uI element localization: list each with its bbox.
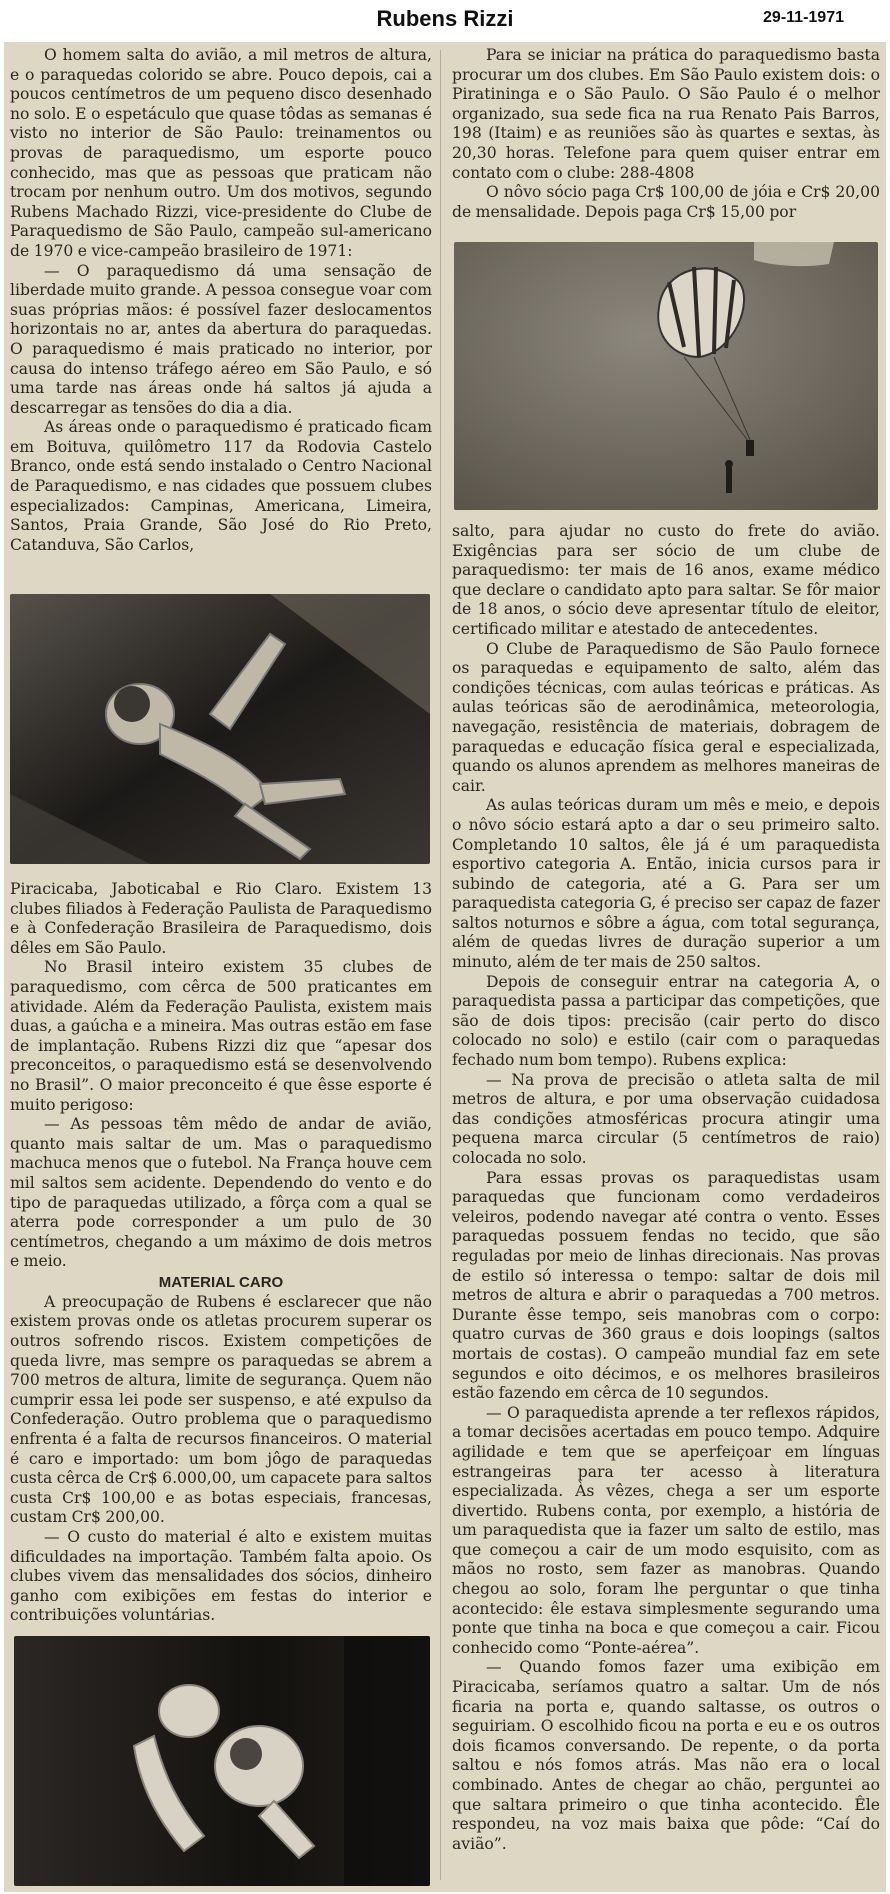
paragraph: — As pessoas têm mêdo de andar de avião, quanto mais saltar de um. Mas o paraquedismo machuca menos que o futebol. Na França houve cem mil saltos sem acidente. Dependendo do vento e do tipo de paraquedas utilizado, a fôrça com a qual se aterra pode corresponder a um pulo de 30 centímetros, chegando a um máximo de dois metros e meio. xyxy=(10,1115,432,1271)
right-column xyxy=(452,46,880,1888)
paragraph: — O paraquedismo dá uma sensação de liberdade muito grande. A pessoa consegue voar com suas próprias mãos: é possível fazer deslocamentos horizontais no ar, antes da abertura do paraquedas. O paraquedismo é mais praticado no interior, por causa do intenso tráfego aéreo em São Paulo, e só uma tarde nas áreas onde há saltos já ajuda a descarregar as tensões do dia a dia. xyxy=(10,261,432,417)
photo-freefall-skydiver xyxy=(10,594,430,864)
right-bottom-block xyxy=(452,522,880,1854)
paragraph: O Clube de Paraquedismo de São Paulo fornece os paraquedas e equipamento de salto, além das condições técnicas, com aulas teóricas e práticas. As aulas teóricas são de aerodinâmica, meteorologia, navegação, resistência de materiais, dobragem de paraquedas e educação física geral e especializada, quando os alunos aprendem as melhores maneiras de cair. xyxy=(452,639,880,795)
photo-parachutes-sky xyxy=(454,242,878,510)
paragraph: A preocupação de Rubens é esclarecer que não existem provas onde os atletas procurem superar os outros sofrendo riscos. Existem competições de queda livre, mas sempre os paraquedas se abrem a 700 metros de altura, limite de segurança. Quem não cumprir essa lei pode ser suspenso, e até expulso da Confederação. Outro problema que o paraquedismo enfrenta é a falta de recursos financeiros. O material é caro e importado: um bom jôgo de paraquedas custa cêrca de Cr$ 6.000,00, um capacete para saltos custa Cr$ 100,00 e as botas especiais, francesas, custam Cr$ 200,00. xyxy=(10,1292,432,1527)
paragraph: — Na prova de precisão o atleta salta de mil metros de altura, e por uma observação cuidadosa das condições atmosféricas procura atingir uma pequena marca circular (5 centímetros de raio) colocada no solo. xyxy=(452,1070,880,1167)
paragraph: — Quando fomos fazer uma exibição em Piracicaba, seríamos quatro a saltar. Um de nós ficaria na porta e, quando saltasse, os outros o seguiriam. O escolhido ficou na porta e eu e os outros dois ficamos conversando. De repente, o da porta saltou e nós fomos atrás. Mas não era o local combinado. Antes de chegar ao chão, perguntei ao que saltara primeiro o que tinha acontecido. Êle respondeu, na voz mais baixa que pôde: “Caí do avião”. xyxy=(452,1658,880,1853)
paragraph: As aulas teóricas duram um mês e meio, e depois o nôvo sócio estará apto a dar o seu primeiro salto. Completando 10 saltos, êle já é um paraquedista esportivo categoria A. Então, inicia cursos para ir subindo de categoria, até a G. Para ser um paraquedista categoria G, é preciso ser capaz de fazer saltos noturnos e sôbre a água, com total segurança, além de quedas livres de duração superior a um minuto, além de ter mais de 250 saltos. xyxy=(452,796,880,972)
masthead xyxy=(0,0,890,42)
paragraph: O homem salta do avião, a mil metros de altura, e o paraquedas colorido se abre. Pouco depois, cai a poucos centímetros de um pequeno disco desenhado no solo. E o espetáculo que quase tôdas as semanas é visto no interior de São Paulo: treinamentos ou provas de paraquedismo, um esporte pouco conhecido, mas que as pessoas que praticam não trocam por nenhum outro. Um dos motivos, segundo Rubens Machado Rizzi, vice-presidente do Clube de Paraquedismo de São Paulo, campeão sul-americano de 1970 e vice-campeão brasileiro de 1971: xyxy=(10,46,432,260)
left-intro-block xyxy=(10,46,432,555)
paragraph: O nôvo sócio paga Cr$ 100,00 de jóia e Cr$ 20,00 de mensalidade. Depois paga Cr$ 15,00 por xyxy=(452,183,880,221)
left-column xyxy=(10,46,432,1888)
paragraph: salto, para ajudar no custo do frete do avião. Exigências para ser sócio de um clube de paraquedismo: ter mais de 16 anos, exame médico que declare o candidato apto para saltar. Se fôr maior de 18 anos, o sócio deve apresentar título de eleitor, certificado militar e atestado de antecedentes. xyxy=(452,522,880,638)
paragraph: Para se iniciar na prática do paraquedismo basta procurar um dos clubes. Em São Paulo existem dois: o Piratininga e o São Paulo. O São Paulo é o melhor organizado, sua sede fica na rua Renato Pais Barros, 198 (Itaim) e as reuniões são às quartes e sextas, às 20,30 horas. Telefone para quem quiser entrar em contato com o clube: 288-4808 xyxy=(452,46,880,182)
paragraph: — O custo do material é alto e existem muitas dificuldades na importação. Também falta apoio. Os clubes vivem das mensalidades dos sócios, dinheiro ganho com exibições em festas do interior e contribuições voluntárias. xyxy=(10,1528,432,1625)
paragraph: — O paraquedista aprende a ter reflexos rápidos, a tomar decisões acertadas em pouco tempo. Adquire agilidade e tem que se aperfeiçoar em línguas estrangeiras para ter acesso à literatura especializada. Às vêzes, chega a ser um esporte divertido. Rubens conta, por exemplo, a história de um paraquedista que ia fazer um salto de estilo, mas que começou a cair de um modo esquisito, com as mãos no rosto, sem fazer as manobras. Quando chegou ao solo, foram lhe perguntar o que tinha acontecido: êle estava simplesmente segurando uma ponte que tinha na boca e que começou a cair. Ficou conhecido como “Ponte-aérea”. xyxy=(452,1403,880,1657)
photo-skydivers-in-plane xyxy=(14,1636,430,1886)
subheading: MATERIAL CARO xyxy=(158,1273,284,1291)
paragraph: Depois de conseguir entrar na categoria A, o paraquedista passa a participar das competições, que são de dois tipos: precisão (cair perto do disco colocado no solo) e estilo (cair com o paraquedas fechado num bom tempo). Rubens explica: xyxy=(452,972,880,1070)
column-divider xyxy=(440,50,441,1880)
left-middle-block xyxy=(10,880,432,1626)
right-top-block xyxy=(452,46,880,222)
masthead-title: Rubens Rizzi xyxy=(376,6,514,31)
paragraph: Para essas provas os paraquedistas usam paraquedas que funcionam como verdadeiros veleiros, podendo navegar até contra o vento. Esses paraquedas possuem fendas no tecido, que são reguladas por meio de linhas direcionais. Nas provas de estilo só interessa o tempo: saltar de dois mil metros de altura e abrir o paraquedas a 700 metros. Durante êsse tempo, seis manobras com o corpo: quatro curvas de 360 graus e dois loopings (saltos mortais de costas). O campeão mundial faz em sete segundos e oito décimos, e os melhores brasileiros estão fazendo em cêrca de 10 segundos. xyxy=(452,1168,880,1403)
masthead-date: 29-11-1971 xyxy=(763,9,844,26)
paragraph: No Brasil inteiro existem 35 clubes de paraquedismo, com cêrca de 500 praticantes em atividade. Além da Federação Paulista, existem mais duas, a gaúcha e a mineira. Mas outras estão em fase de implantação. Rubens Rizzi diz que “apesar dos preconceitos, o paraquedismo está se desenvolvendo no Brasil”. O maior preconceito é que êsse esporte é muito perigoso: xyxy=(10,958,432,1114)
newspaper-clipping xyxy=(4,42,886,1892)
paragraph: Piracicaba, Jaboticabal e Rio Claro. Existem 13 clubes filiados à Federação Paulista de Paraquedismo e à Confederação Brasileira de Paraquedismo, dois dêles em São Paulo. xyxy=(10,880,432,957)
paragraph: As áreas onde o paraquedismo é praticado ficam em Boituva, quilômetro 117 da Rodovia Castelo Branco, onde está sendo instalado o Centro Nacional de Paraquedismo, e nas cidades que possuem clubes especializados: Campinas, Americana, Limeira, Santos, Praia Grande, São José do Rio Preto, Catanduva, São Carlos, xyxy=(10,418,432,554)
